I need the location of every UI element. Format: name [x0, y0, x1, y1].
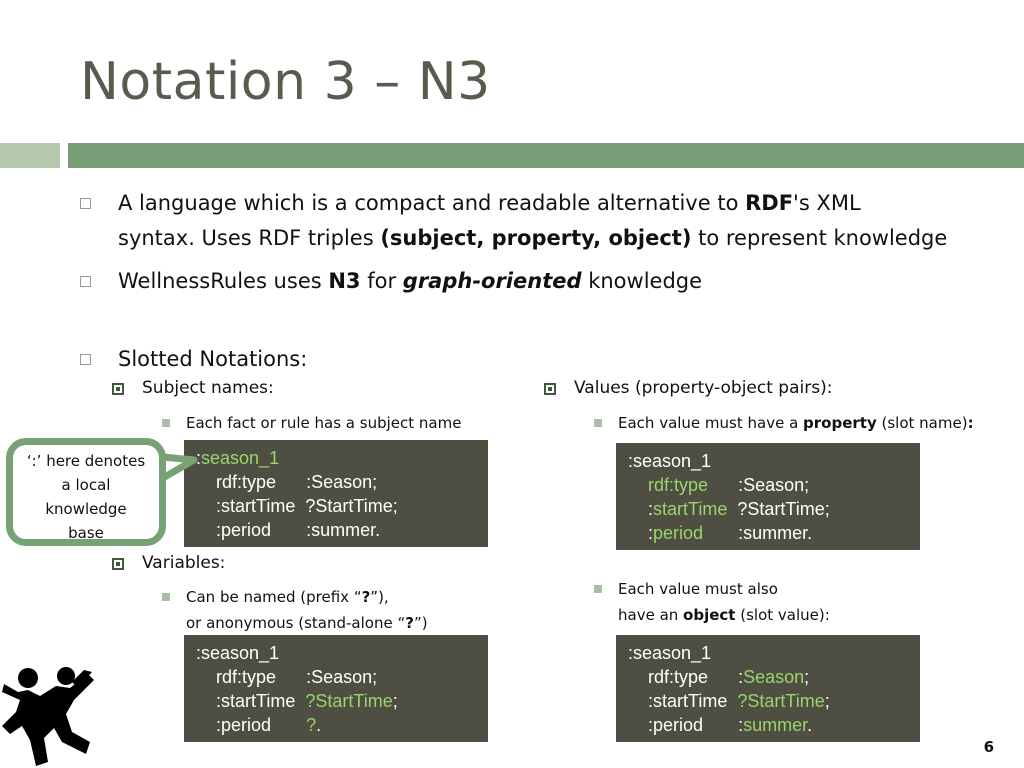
code-line [628, 473, 908, 497]
small-square-bullet-icon [594, 585, 602, 593]
colon-bold: : [967, 414, 974, 432]
code-line [196, 689, 476, 713]
sub-text: have an [618, 606, 684, 624]
boxed-bullet-icon [544, 383, 556, 395]
highlight-variable: ?StartTime [305, 691, 393, 711]
bullet-text: Slotted Notations: [118, 347, 308, 371]
object-bold: object [683, 606, 736, 624]
bullet-text: WellnessRules uses [118, 269, 329, 293]
code-box-object [616, 635, 920, 742]
heading-text: Subject names: [142, 378, 274, 398]
code-text: :season_1 [628, 643, 712, 663]
sub-text: ”) [413, 614, 428, 632]
title-bar-left [0, 143, 60, 168]
code-line [196, 518, 476, 542]
bullet-text: knowledge [581, 269, 703, 293]
boxed-bullet-icon [112, 383, 124, 395]
subject-names-heading [142, 378, 274, 398]
code-text: :season_1 [196, 643, 280, 663]
code-text: rdf:type [216, 667, 277, 687]
n3-bold: N3 [328, 269, 361, 293]
code-box-property [616, 443, 920, 550]
highlight-property: rdf:type [648, 475, 709, 495]
code-text: rdf:type [648, 667, 709, 687]
page-number: 6 [983, 738, 994, 756]
square-bullet-icon [80, 198, 91, 209]
code-text: : [648, 523, 654, 543]
bullet-text: A language which is a compact and readable alternative to [118, 191, 746, 215]
square-bullet-icon [80, 354, 91, 365]
question-bold: ? [361, 588, 371, 606]
code-line [628, 449, 908, 473]
title-bar-main [68, 143, 1024, 168]
code-text: ?StartTime; [737, 499, 830, 519]
small-square-bullet-icon [594, 419, 602, 427]
object-sub [618, 576, 830, 628]
callout-text: base [68, 524, 104, 542]
sub-text: Can be named (prefix “ [186, 588, 362, 606]
square-bullet-icon [80, 276, 91, 287]
code-text: :startTime [216, 691, 296, 711]
bullet-slotted-notations [118, 342, 307, 377]
code-text: : [648, 499, 654, 519]
code-line [196, 470, 476, 494]
code-text: :season_1 [628, 451, 712, 471]
bullet-text: to represent knowledge [691, 226, 948, 250]
code-text: :summer. [738, 523, 813, 543]
code-line [196, 446, 476, 470]
rdf-bold: RDF [745, 191, 794, 215]
highlight-variable: ? [306, 715, 317, 735]
heading-text: Variables: [142, 553, 226, 573]
highlight-property: startTime [653, 499, 728, 519]
code-text: . [316, 715, 322, 735]
code-text: . [807, 715, 813, 735]
sub-text: ”), [370, 588, 389, 606]
callout-text: knowledge [45, 500, 127, 518]
code-text: :period [216, 520, 272, 540]
code-text: ; [804, 667, 810, 687]
callout-text: ‘:’ here denotes [26, 452, 146, 470]
boxed-bullet-icon [112, 558, 124, 570]
code-text: :Season; [738, 475, 810, 495]
sub-text: Each fact or rule has a subject name [186, 414, 462, 432]
bullet-rdf-language [118, 186, 998, 256]
highlight-object: ?StartTime [737, 691, 825, 711]
code-text: : [196, 448, 202, 468]
code-text: :Season; [306, 667, 378, 687]
variables-sub [186, 584, 428, 636]
code-text: :startTime [648, 691, 728, 711]
small-square-bullet-icon [162, 593, 170, 601]
code-text: :startTime [216, 496, 296, 516]
bullet-text: syntax. Uses RDF triples [118, 226, 381, 250]
code-line [628, 689, 908, 713]
code-line [196, 713, 476, 737]
values-heading [574, 378, 832, 398]
code-text: ; [392, 691, 398, 711]
subject-names-sub [186, 410, 461, 436]
code-line [196, 641, 476, 665]
code-line [628, 641, 908, 665]
graph-oriented-emphasis: graph-oriented [402, 269, 582, 293]
slide-title: Notation 3 – N3 [80, 52, 491, 112]
code-text: :Season; [306, 472, 378, 492]
code-line [628, 713, 908, 737]
code-text: :period [648, 715, 704, 735]
code-text: :period [216, 715, 272, 735]
code-text: rdf:type [216, 472, 277, 492]
code-text: : [738, 715, 744, 735]
code-text: ?StartTime; [305, 496, 398, 516]
sub-text: Each value must also [618, 580, 778, 598]
property-sub [618, 410, 974, 436]
highlight-property: period [653, 523, 704, 543]
callout-local-kb [6, 438, 166, 546]
code-box-subject [184, 440, 488, 547]
code-line [196, 665, 476, 689]
code-text: ; [824, 691, 830, 711]
small-square-bullet-icon [162, 419, 170, 427]
sub-text: or anonymous (stand-alone “ [186, 614, 406, 632]
code-line [196, 494, 476, 518]
property-bold: property [803, 414, 877, 432]
callout-text: a local [61, 476, 111, 494]
variables-heading [142, 553, 225, 573]
dancing-figures-logo [0, 662, 100, 768]
code-text: : [738, 667, 744, 687]
bullet-text: 's XML [793, 191, 861, 215]
bullet-text: for [360, 269, 403, 293]
question-bold: ? [405, 614, 414, 632]
bullet-wellnessrules [118, 264, 998, 299]
code-text: :summer. [306, 520, 381, 540]
highlight-subject: season_1 [201, 448, 280, 468]
sub-text: (slot name) [876, 414, 968, 432]
code-box-variables [184, 635, 488, 742]
triple-bold: (subject, property, object) [380, 226, 692, 250]
code-line [628, 521, 908, 545]
highlight-object: summer [743, 715, 808, 735]
code-line [628, 665, 908, 689]
highlight-object: Season [743, 667, 805, 687]
sub-text: (slot value): [735, 606, 830, 624]
heading-text: Values (property-object pairs): [574, 378, 833, 398]
code-line [628, 497, 908, 521]
sub-text: Each value must have a [618, 414, 804, 432]
